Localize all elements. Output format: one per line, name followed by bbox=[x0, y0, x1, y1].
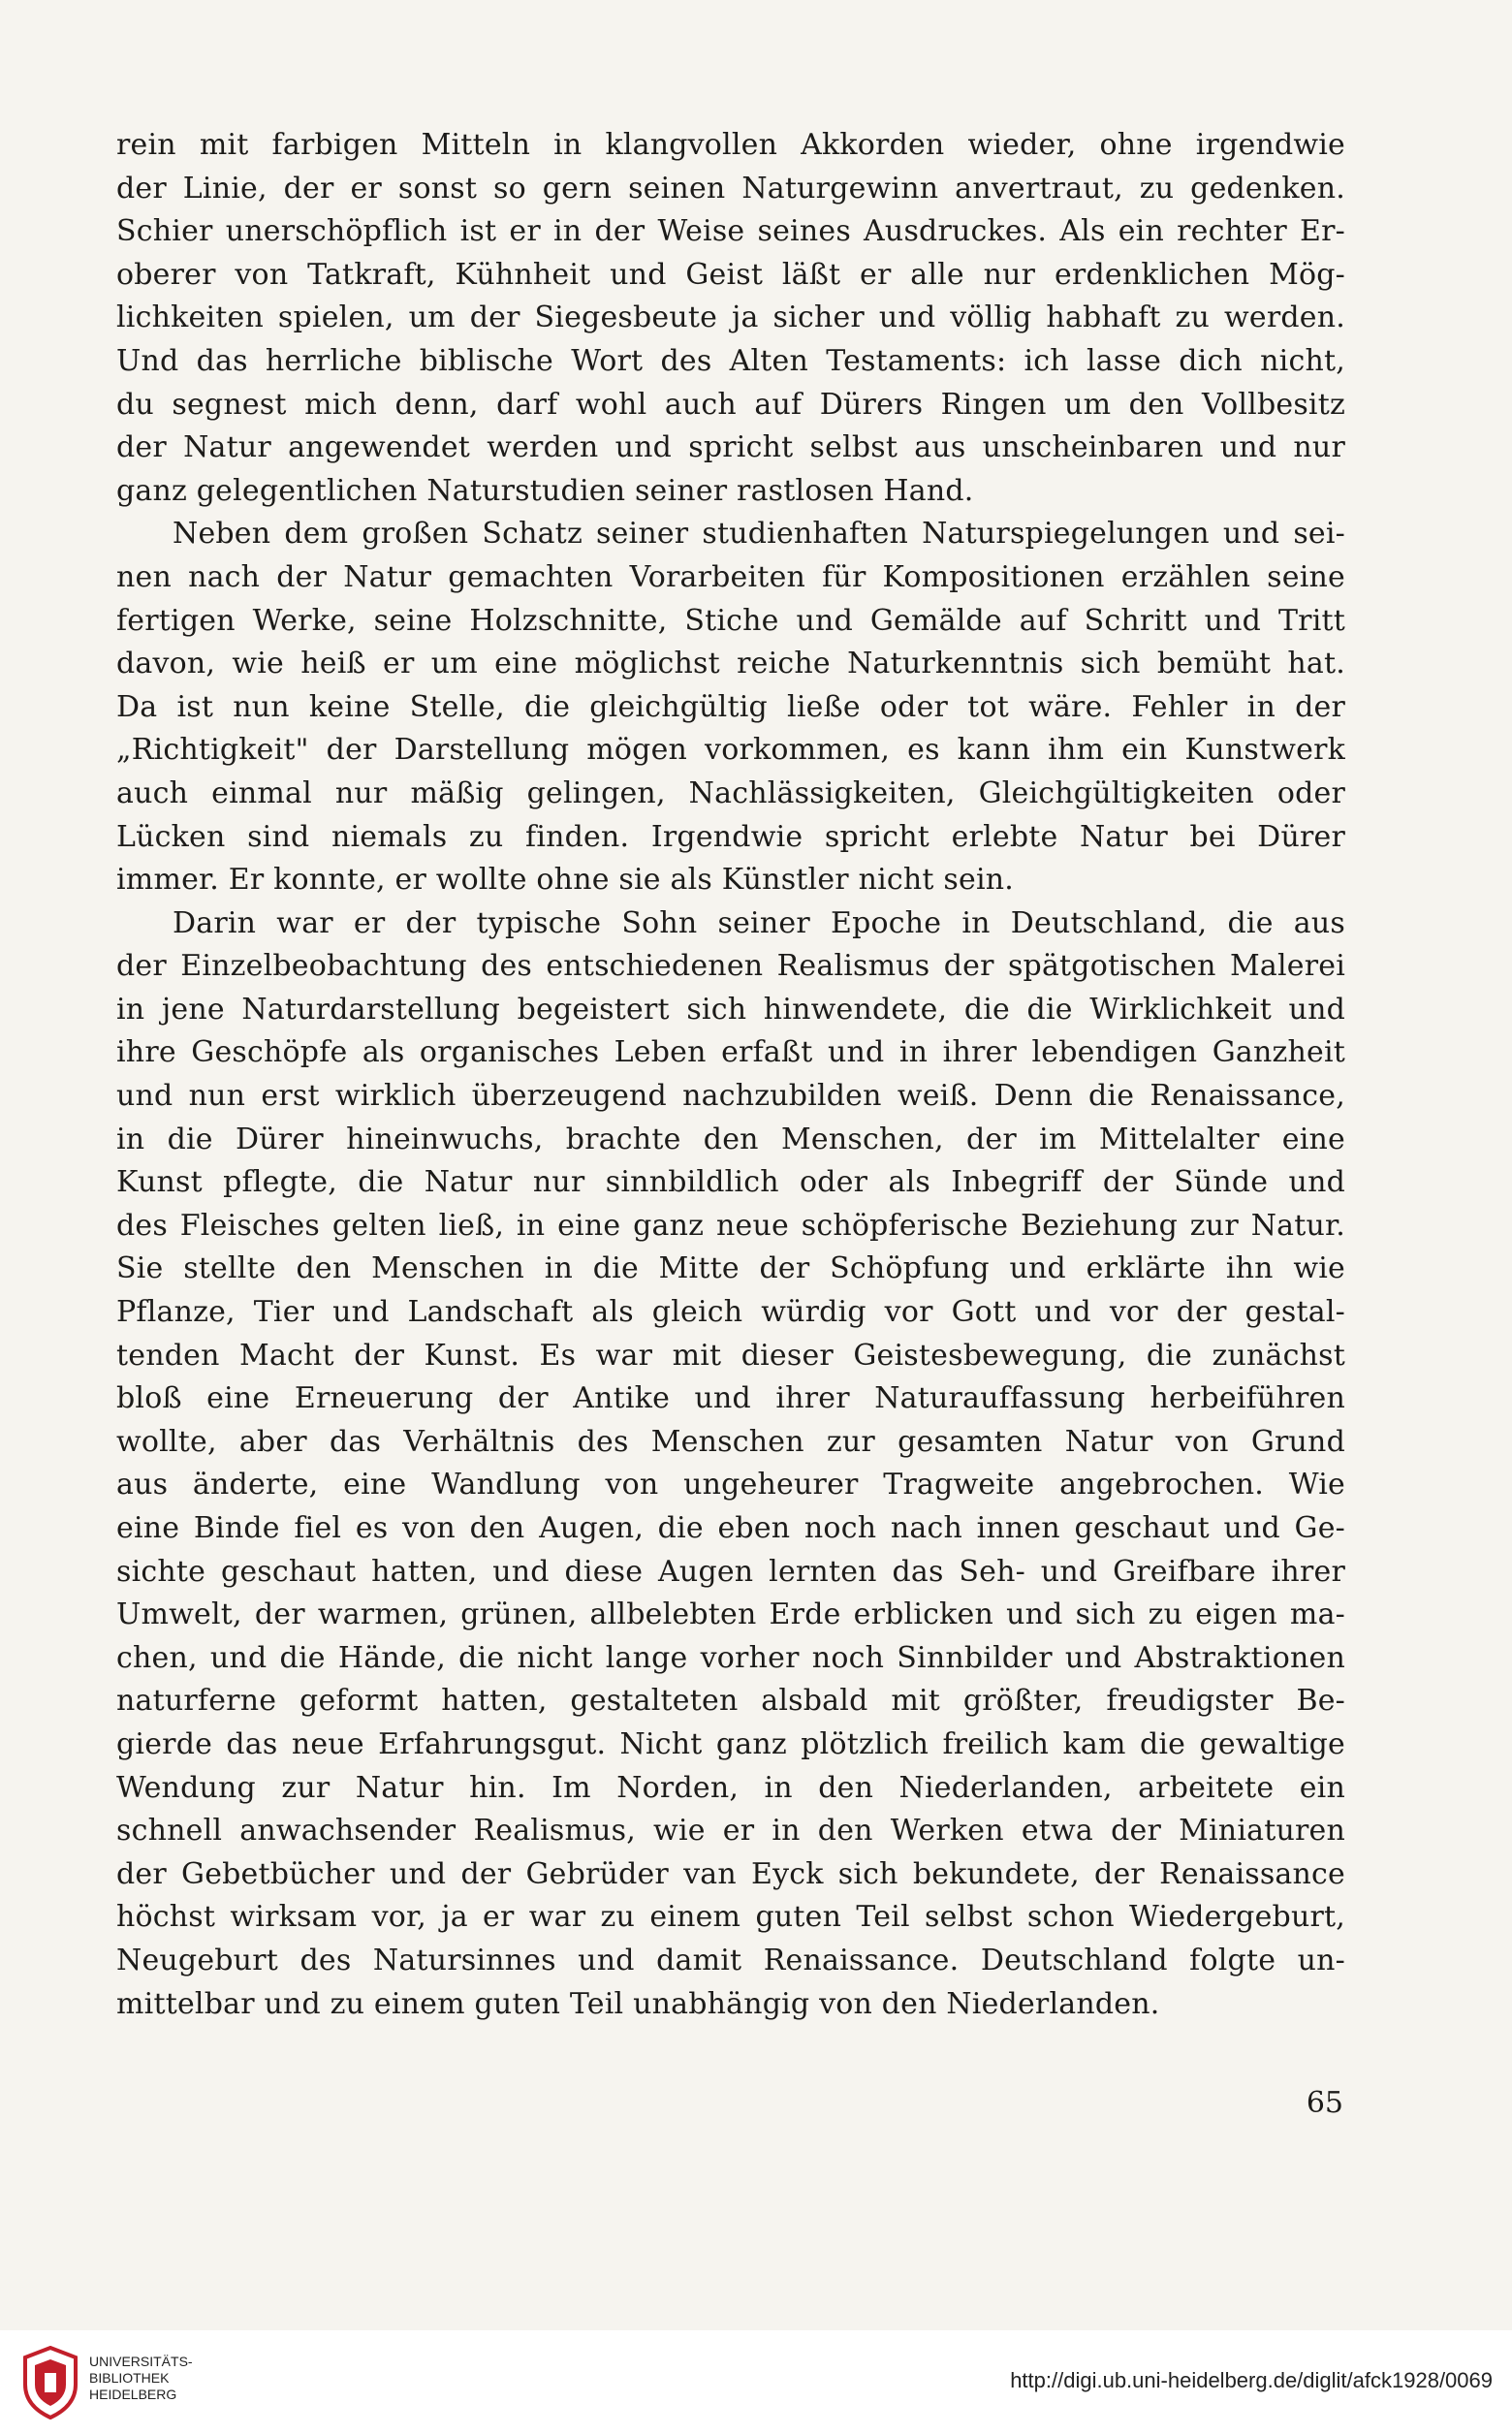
text-line: mittelbar und zu einem guten Teil unabhängig von den Niederlanden. bbox=[116, 1986, 1160, 2021]
text-line: Da ist nun keine Stelle, die gleichgültig ließe oder tot wäre. Fehler in der bbox=[116, 689, 1345, 724]
text-line: Kunst pflegte, die Natur nur sinnbildlich oder als Inbegriff der Sünde und bbox=[116, 1165, 1345, 1200]
text-line: der Gebetbücher und der Gebrüder van Eyck sich bekundete, der Renaissance bbox=[116, 1856, 1345, 1891]
text-line: fertigen Werke, seine Holzschnitte, Stiche und Gemälde auf Schritt und Tritt bbox=[116, 603, 1345, 638]
text-line: Lücken sind niemals zu finden. Irgendwie spricht erlebte Natur bei Dürer bbox=[116, 819, 1345, 854]
text-line: „Richtigkeit" der Darstellung mögen vorkommen, es kann ihm ein Kunstwerk bbox=[116, 733, 1345, 768]
text-line: wollte, aber das Verhältnis des Menschen zur gesamten Natur von Grund bbox=[116, 1424, 1345, 1459]
text-line: davon, wie heiß er um eine möglichst reiche Naturkenntnis sich bemüht hat. bbox=[116, 647, 1345, 681]
text-line: oberer von Tatkraft, Kühnheit und Geist läßt er alle nur erdenklichen Mög- bbox=[116, 257, 1345, 292]
text-line: Umwelt, der warmen, grünen, allbelebten Erde erblicken und sich zu eigen ma- bbox=[116, 1597, 1345, 1632]
text-line: der Linie, der er sonst so gern seinen Naturgewinn anvertraut, zu gedenken. bbox=[116, 171, 1345, 206]
text-line: gierde das neue Erfahrungsgut. Nicht ganz plötzlich freilich kam die gewaltige bbox=[116, 1726, 1345, 1761]
body-text bbox=[116, 124, 1345, 2026]
paragraph bbox=[116, 902, 1345, 2026]
text-line: ihre Geschöpfe als organisches Leben erfaßt und in ihrer lebendigen Ganzheit bbox=[116, 1035, 1345, 1070]
text-line: sichte geschaut hatten, und diese Augen lernten das Seh- und Greifbare ihrer bbox=[116, 1554, 1345, 1589]
paragraph bbox=[116, 513, 1345, 901]
text-line: Sie stellte den Menschen in die Mitte der Schöpfung und erklärte ihn wie bbox=[116, 1251, 1345, 1286]
text-line: Wendung zur Natur hin. Im Norden, in den Niederlanden, arbeitete ein bbox=[116, 1770, 1345, 1805]
text-line: naturferne geformt hatten, gestalteten alsbald mit größter, freudigster Be- bbox=[116, 1684, 1345, 1719]
text-line: immer. Er konnte, er wollte ohne sie als Künstler nicht sein. bbox=[116, 863, 1014, 898]
text-line: Neben dem großen Schatz seiner studienhaften Naturspiegelungen und sei- bbox=[173, 517, 1345, 552]
text-line: lichkeiten spielen, um der Siegesbeute ja sicher und völlig habhaft zu werden. bbox=[116, 300, 1345, 335]
text-line: du segnest mich denn, darf wohl auch auf Dürers Ringen um den Vollbesitz bbox=[116, 387, 1345, 422]
library-name-line: BIBLIOTHEK bbox=[89, 2370, 170, 2386]
text-line: rein mit farbigen Mitteln in klangvollen Akkorden wieder, ohne irgendwie bbox=[116, 128, 1345, 162]
text-line: ganz gelegentlichen Naturstudien seiner rastlosen Hand. bbox=[116, 473, 974, 508]
source-url-link[interactable]: http://digi.ub.uni-heidelberg.de/diglit/afck1928/0069 bbox=[1010, 2368, 1493, 2392]
text-line: Schier unerschöpflich ist er in der Weise seines Ausdruckes. Als ein rechter Er- bbox=[116, 214, 1345, 249]
text-line: eine Binde fiel es von den Augen, die eben noch nach innen geschaut und Ge- bbox=[116, 1511, 1345, 1545]
library-name-line: UNIVERSITÄTS- bbox=[89, 2354, 193, 2369]
text-line: des Fleisches gelten ließ, in eine ganz neue schöpferische Beziehung zur Natur. bbox=[116, 1208, 1345, 1243]
library-name bbox=[89, 2354, 193, 2403]
page-number: 65 bbox=[1306, 2086, 1343, 2120]
text-line: Darin war er der typische Sohn seiner Epoche in Deutschland, die aus bbox=[173, 905, 1345, 940]
library-name-line: HEIDELBERG bbox=[89, 2387, 177, 2402]
text-line: in die Dürer hineinwuchs, brachte den Menschen, der im Mittelalter eine bbox=[116, 1122, 1345, 1156]
text-line: und nun erst wirklich überzeugend nachzubilden weiß. Denn die Renaissance, bbox=[116, 1079, 1345, 1114]
text-line: Neugeburt des Natursinnes und damit Renaissance. Deutschland folgte un- bbox=[116, 1943, 1345, 1977]
text-line: aus änderte, eine Wandlung von ungeheurer Tragweite angebrochen. Wie bbox=[116, 1468, 1345, 1502]
text-line: Und das herrliche biblische Wort des Alten Testaments: ich lasse dich nicht, bbox=[116, 343, 1345, 378]
text-line: nen nach der Natur gemachten Vorarbeiten für Kompositionen erzählen seine bbox=[116, 559, 1345, 594]
paragraph bbox=[116, 124, 1345, 513]
university-seal-icon bbox=[21, 2346, 79, 2419]
text-line: chen, und die Hände, die nicht lange vorher noch Sinnbilder und Abstraktionen bbox=[116, 1640, 1345, 1675]
text-line: tenden Macht der Kunst. Es war mit dieser Geistesbewegung, die zunächst bbox=[116, 1338, 1345, 1373]
text-line: auch einmal nur mäßig gelingen, Nachlässigkeiten, Gleichgültigkeiten oder bbox=[116, 775, 1345, 810]
text-line: höchst wirksam vor, ja er war zu einem guten Teil selbst schon Wiedergeburt, bbox=[116, 1900, 1345, 1935]
text-line: schnell anwachsender Realismus, wie er in den Werken etwa der Miniaturen bbox=[116, 1814, 1345, 1849]
text-line: der Einzelbeobachtung des entschiedenen Realismus der spätgotischen Malerei bbox=[116, 949, 1345, 984]
text-line: der Natur angewendet werden und spricht selbst aus unscheinbaren und nur bbox=[116, 430, 1345, 465]
text-line: Pflanze, Tier und Landschaft als gleich würdig vor Gott und vor der gestal- bbox=[116, 1295, 1345, 1330]
text-line: bloß eine Erneuerung der Antike und ihrer Naturauffassung herbeiführen bbox=[116, 1381, 1345, 1416]
text-line: in jene Naturdarstellung begeistert sich hinwendete, die die Wirklichkeit und bbox=[116, 992, 1345, 1027]
